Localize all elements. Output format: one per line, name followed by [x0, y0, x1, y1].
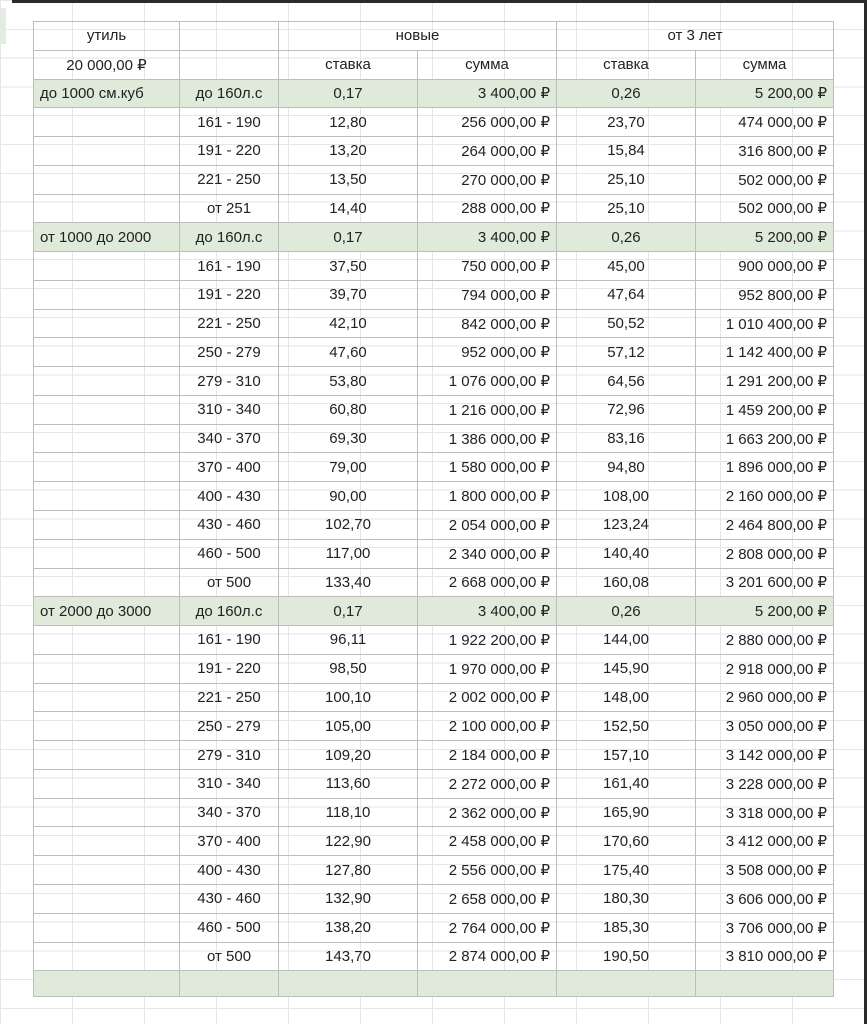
empty-cell[interactable]	[34, 626, 180, 655]
old-rate-cell[interactable]: 152,50	[557, 712, 696, 741]
old-rate-cell[interactable]: 161,40	[557, 769, 696, 798]
new-rate-cell[interactable]: 0,17	[279, 223, 418, 252]
new-rate-cell[interactable]: 113,60	[279, 769, 418, 798]
table-row	[34, 367, 834, 396]
new-sum-cell[interactable]: 842 000,00 ₽	[418, 309, 557, 338]
hp-range-cell[interactable]: 460 - 500	[180, 913, 279, 942]
hp-range-cell[interactable]: 460 - 500	[180, 539, 279, 568]
table-row	[34, 194, 834, 223]
hp-range-cell[interactable]: 221 - 250	[180, 165, 279, 194]
table-row	[34, 884, 834, 913]
empty-cell[interactable]	[34, 367, 180, 396]
footer-row	[34, 971, 834, 997]
empty-cell[interactable]	[34, 654, 180, 683]
old-rate-cell[interactable]: 50,52	[557, 309, 696, 338]
empty-cell[interactable]	[34, 137, 180, 166]
empty-cell[interactable]	[34, 741, 180, 770]
empty-cell[interactable]	[34, 568, 180, 597]
old-sum-cell[interactable]: 1 291 200,00 ₽	[696, 367, 834, 396]
new-rate-cell[interactable]: 133,40	[279, 568, 418, 597]
old-sum-cell[interactable]: 2 160 000,00 ₽	[696, 482, 834, 511]
hp-range-cell[interactable]: 191 - 220	[180, 137, 279, 166]
new-sum-cell[interactable]: 256 000,00 ₽	[418, 108, 557, 137]
old-sum-cell[interactable]: 2 960 000,00 ₽	[696, 683, 834, 712]
new-rate-cell[interactable]: 96,11	[279, 626, 418, 655]
new-sum-cell[interactable]: 2 100 000,00 ₽	[418, 712, 557, 741]
table-row	[34, 453, 834, 482]
new-sum-cell[interactable]: 1 922 200,00 ₽	[418, 626, 557, 655]
old-sum-cell[interactable]: 502 000,00 ₽	[696, 194, 834, 223]
empty-cell[interactable]	[34, 827, 180, 856]
old-rate-cell[interactable]: 108,00	[557, 482, 696, 511]
new-rate-cell[interactable]: 69,30	[279, 424, 418, 453]
empty-cell[interactable]	[180, 971, 279, 997]
empty-cell[interactable]	[34, 683, 180, 712]
old-sum-header[interactable]: сумма	[696, 50, 834, 79]
new-sum-cell[interactable]: 1 800 000,00 ₽	[418, 482, 557, 511]
old-sum-cell[interactable]: 952 800,00 ₽	[696, 280, 834, 309]
old-sum-cell[interactable]: 1 663 200,00 ₽	[696, 424, 834, 453]
old-rate-cell[interactable]: 145,90	[557, 654, 696, 683]
hp-range-cell[interactable]: 161 - 190	[180, 626, 279, 655]
hp-range-cell[interactable]: 221 - 250	[180, 683, 279, 712]
old-rate-cell[interactable]: 0,26	[557, 79, 696, 108]
hp-range-cell[interactable]: 370 - 400	[180, 453, 279, 482]
new-rate-cell[interactable]: 90,00	[279, 482, 418, 511]
selection-edge-marker	[0, 8, 6, 44]
old-rate-cell[interactable]: 165,90	[557, 798, 696, 827]
hp-range-cell[interactable]: 310 - 340	[180, 395, 279, 424]
new-sum-cell[interactable]: 2 764 000,00 ₽	[418, 913, 557, 942]
window-top-edge	[12, 0, 867, 3]
hp-range-cell[interactable]: 250 - 279	[180, 712, 279, 741]
header-row-groups	[34, 22, 834, 51]
old-rate-cell[interactable]: 190,50	[557, 942, 696, 971]
empty-cell[interactable]	[696, 971, 834, 997]
table-row	[34, 856, 834, 885]
old-sum-cell[interactable]: 3 142 000,00 ₽	[696, 741, 834, 770]
empty-cell[interactable]	[34, 539, 180, 568]
new-rate-cell[interactable]: 79,00	[279, 453, 418, 482]
new-rate-cell[interactable]: 98,50	[279, 654, 418, 683]
table-row	[34, 769, 834, 798]
new-rate-cell[interactable]: 100,10	[279, 683, 418, 712]
old-sum-cell[interactable]: 1 896 000,00 ₽	[696, 453, 834, 482]
empty-cell[interactable]	[34, 338, 180, 367]
table-row	[34, 108, 834, 137]
hp-range-cell[interactable]: до 160л.с	[180, 223, 279, 252]
old-rate-cell[interactable]: 25,10	[557, 194, 696, 223]
new-rate-cell[interactable]: 132,90	[279, 884, 418, 913]
new-sum-cell[interactable]: 264 000,00 ₽	[418, 137, 557, 166]
empty-cell[interactable]	[34, 712, 180, 741]
old-sum-cell[interactable]: 2 880 000,00 ₽	[696, 626, 834, 655]
new-sum-cell[interactable]: 2 054 000,00 ₽	[418, 511, 557, 540]
new-rate-cell[interactable]: 13,50	[279, 165, 418, 194]
empty-cell[interactable]	[34, 884, 180, 913]
new-sum-header[interactable]: сумма	[418, 50, 557, 79]
empty-cell[interactable]	[34, 309, 180, 338]
engine-volume-label[interactable]: от 1000 до 2000	[34, 223, 180, 252]
new-sum-cell[interactable]: 794 000,00 ₽	[418, 280, 557, 309]
old-sum-cell[interactable]: 1 142 400,00 ₽	[696, 338, 834, 367]
group-new-header[interactable]: новые	[279, 22, 557, 51]
table-row	[34, 626, 834, 655]
new-sum-cell[interactable]: 2 272 000,00 ₽	[418, 769, 557, 798]
new-rate-cell[interactable]: 105,00	[279, 712, 418, 741]
new-rate-cell[interactable]: 117,00	[279, 539, 418, 568]
hp-range-cell[interactable]: от 500	[180, 568, 279, 597]
old-sum-cell[interactable]: 900 000,00 ₽	[696, 252, 834, 281]
empty-cell[interactable]	[34, 453, 180, 482]
new-sum-cell[interactable]: 2 002 000,00 ₽	[418, 683, 557, 712]
empty-cell[interactable]	[279, 971, 418, 997]
new-sum-cell[interactable]: 1 970 000,00 ₽	[418, 654, 557, 683]
empty-cell[interactable]	[34, 971, 180, 997]
old-rate-cell[interactable]: 175,40	[557, 856, 696, 885]
empty-header-cell[interactable]	[180, 50, 279, 79]
new-rate-cell[interactable]: 102,70	[279, 511, 418, 540]
old-sum-cell[interactable]: 3 508 000,00 ₽	[696, 856, 834, 885]
old-rate-cell[interactable]: 83,16	[557, 424, 696, 453]
old-rate-header[interactable]: ставка	[557, 50, 696, 79]
old-rate-cell[interactable]: 123,24	[557, 511, 696, 540]
old-sum-cell[interactable]: 3 606 000,00 ₽	[696, 884, 834, 913]
hp-range-cell[interactable]: 340 - 370	[180, 798, 279, 827]
new-sum-cell[interactable]: 3 400,00 ₽	[418, 223, 557, 252]
old-sum-cell[interactable]: 316 800,00 ₽	[696, 137, 834, 166]
table-row	[34, 338, 834, 367]
old-rate-cell[interactable]: 15,84	[557, 137, 696, 166]
empty-cell[interactable]	[34, 798, 180, 827]
hp-range-cell[interactable]: 340 - 370	[180, 424, 279, 453]
new-rate-cell[interactable]: 47,60	[279, 338, 418, 367]
hp-range-cell[interactable]: 161 - 190	[180, 108, 279, 137]
old-rate-cell[interactable]: 160,08	[557, 568, 696, 597]
empty-cell[interactable]	[34, 108, 180, 137]
new-rate-cell[interactable]: 53,80	[279, 367, 418, 396]
hp-range-cell[interactable]: от 251	[180, 194, 279, 223]
util-value-cell[interactable]: 20 000,00 ₽	[34, 50, 180, 79]
new-sum-cell[interactable]: 750 000,00 ₽	[418, 252, 557, 281]
hp-range-cell[interactable]: 400 - 430	[180, 482, 279, 511]
table-row	[34, 223, 834, 252]
old-rate-cell[interactable]: 140,40	[557, 539, 696, 568]
old-sum-cell[interactable]: 2 918 000,00 ₽	[696, 654, 834, 683]
table-row	[34, 280, 834, 309]
new-sum-cell[interactable]: 1 580 000,00 ₽	[418, 453, 557, 482]
new-rate-cell[interactable]: 118,10	[279, 798, 418, 827]
new-sum-cell[interactable]: 1 076 000,00 ₽	[418, 367, 557, 396]
old-rate-cell[interactable]: 0,26	[557, 223, 696, 252]
hp-range-cell[interactable]: 161 - 190	[180, 252, 279, 281]
new-sum-cell[interactable]: 288 000,00 ₽	[418, 194, 557, 223]
old-rate-cell[interactable]: 23,70	[557, 108, 696, 137]
old-rate-cell[interactable]: 157,10	[557, 741, 696, 770]
old-sum-cell[interactable]: 3 810 000,00 ₽	[696, 942, 834, 971]
table-row	[34, 798, 834, 827]
new-rate-cell[interactable]: 143,70	[279, 942, 418, 971]
new-rate-cell[interactable]: 42,10	[279, 309, 418, 338]
empty-header-cell[interactable]	[180, 22, 279, 51]
empty-cell[interactable]	[34, 942, 180, 971]
empty-cell[interactable]	[557, 971, 696, 997]
old-sum-cell[interactable]: 3 228 000,00 ₽	[696, 769, 834, 798]
new-sum-cell[interactable]: 2 340 000,00 ₽	[418, 539, 557, 568]
empty-cell[interactable]	[34, 913, 180, 942]
util-label-cell[interactable]: утиль	[34, 22, 180, 51]
table-row	[34, 827, 834, 856]
table-row	[34, 942, 834, 971]
new-rate-cell[interactable]: 0,17	[279, 79, 418, 108]
new-rate-header[interactable]: ставка	[279, 50, 418, 79]
table-row	[34, 424, 834, 453]
empty-cell[interactable]	[34, 194, 180, 223]
old-rate-cell[interactable]: 170,60	[557, 827, 696, 856]
table-row	[34, 511, 834, 540]
old-rate-cell[interactable]: 0,26	[557, 597, 696, 626]
old-sum-cell[interactable]: 3 412 000,00 ₽	[696, 827, 834, 856]
new-sum-cell[interactable]: 270 000,00 ₽	[418, 165, 557, 194]
old-rate-cell[interactable]: 144,00	[557, 626, 696, 655]
hp-range-cell[interactable]: до 160л.с	[180, 79, 279, 108]
engine-volume-label[interactable]: от 2000 до 3000	[34, 597, 180, 626]
old-rate-cell[interactable]: 94,80	[557, 453, 696, 482]
engine-volume-label[interactable]: до 1000 см.куб	[34, 79, 180, 108]
new-sum-cell[interactable]: 2 556 000,00 ₽	[418, 856, 557, 885]
table-row	[34, 913, 834, 942]
old-sum-cell[interactable]: 3 050 000,00 ₽	[696, 712, 834, 741]
new-rate-cell[interactable]: 138,20	[279, 913, 418, 942]
empty-cell[interactable]	[34, 424, 180, 453]
empty-cell[interactable]	[34, 482, 180, 511]
old-rate-cell[interactable]: 148,00	[557, 683, 696, 712]
old-rate-cell[interactable]: 180,30	[557, 884, 696, 913]
table-row	[34, 597, 834, 626]
new-sum-cell[interactable]: 3 400,00 ₽	[418, 597, 557, 626]
old-sum-cell[interactable]: 1 010 400,00 ₽	[696, 309, 834, 338]
new-rate-cell[interactable]: 14,40	[279, 194, 418, 223]
hp-range-cell[interactable]: 250 - 279	[180, 338, 279, 367]
tariff-table-body	[34, 22, 834, 997]
table-row	[34, 539, 834, 568]
new-sum-cell[interactable]: 2 874 000,00 ₽	[418, 942, 557, 971]
new-rate-cell[interactable]: 122,90	[279, 827, 418, 856]
new-sum-cell[interactable]: 1 386 000,00 ₽	[418, 424, 557, 453]
old-sum-cell[interactable]: 5 200,00 ₽	[696, 79, 834, 108]
new-sum-cell[interactable]: 2 668 000,00 ₽	[418, 568, 557, 597]
table-row	[34, 654, 834, 683]
new-rate-cell[interactable]: 0,17	[279, 597, 418, 626]
new-sum-cell[interactable]: 1 216 000,00 ₽	[418, 395, 557, 424]
empty-cell[interactable]	[34, 511, 180, 540]
old-sum-cell[interactable]: 474 000,00 ₽	[696, 108, 834, 137]
table-row	[34, 568, 834, 597]
old-rate-cell[interactable]: 57,12	[557, 338, 696, 367]
new-sum-cell[interactable]: 952 000,00 ₽	[418, 338, 557, 367]
new-rate-cell[interactable]: 127,80	[279, 856, 418, 885]
table-row	[34, 252, 834, 281]
old-rate-cell[interactable]: 45,00	[557, 252, 696, 281]
old-sum-cell[interactable]: 3 201 600,00 ₽	[696, 568, 834, 597]
hp-range-cell[interactable]: 430 - 460	[180, 511, 279, 540]
table-row	[34, 79, 834, 108]
hp-range-cell[interactable]: 221 - 250	[180, 309, 279, 338]
table-row	[34, 683, 834, 712]
old-sum-cell[interactable]: 1 459 200,00 ₽	[696, 395, 834, 424]
old-sum-cell[interactable]: 3 318 000,00 ₽	[696, 798, 834, 827]
hp-range-cell[interactable]: 370 - 400	[180, 827, 279, 856]
tariff-table	[33, 21, 834, 997]
hp-range-cell[interactable]: 310 - 340	[180, 769, 279, 798]
empty-cell[interactable]	[34, 252, 180, 281]
hp-range-cell[interactable]: 430 - 460	[180, 884, 279, 913]
new-sum-cell[interactable]: 2 184 000,00 ₽	[418, 741, 557, 770]
old-sum-cell[interactable]: 2 808 000,00 ₽	[696, 539, 834, 568]
header-row-columns	[34, 50, 834, 79]
empty-cell[interactable]	[418, 971, 557, 997]
old-rate-cell[interactable]: 25,10	[557, 165, 696, 194]
table-row	[34, 712, 834, 741]
table-row	[34, 137, 834, 166]
hp-range-cell[interactable]: от 500	[180, 942, 279, 971]
new-sum-cell[interactable]: 2 458 000,00 ₽	[418, 827, 557, 856]
table-row	[34, 395, 834, 424]
new-rate-cell[interactable]: 13,20	[279, 137, 418, 166]
old-rate-cell[interactable]: 47,64	[557, 280, 696, 309]
old-rate-cell[interactable]: 64,56	[557, 367, 696, 396]
old-rate-cell[interactable]: 185,30	[557, 913, 696, 942]
empty-cell[interactable]	[34, 280, 180, 309]
new-rate-cell[interactable]: 12,80	[279, 108, 418, 137]
new-rate-cell[interactable]: 39,70	[279, 280, 418, 309]
new-sum-cell[interactable]: 2 658 000,00 ₽	[418, 884, 557, 913]
old-sum-cell[interactable]: 5 200,00 ₽	[696, 223, 834, 252]
old-sum-cell[interactable]: 3 706 000,00 ₽	[696, 913, 834, 942]
hp-range-cell[interactable]: 279 - 310	[180, 367, 279, 396]
new-rate-cell[interactable]: 109,20	[279, 741, 418, 770]
empty-cell[interactable]	[34, 165, 180, 194]
table-row	[34, 741, 834, 770]
table-row	[34, 165, 834, 194]
empty-cell[interactable]	[34, 769, 180, 798]
new-sum-cell[interactable]: 3 400,00 ₽	[418, 79, 557, 108]
empty-cell[interactable]	[34, 856, 180, 885]
hp-range-cell[interactable]: 191 - 220	[180, 654, 279, 683]
hp-range-cell[interactable]: до 160л.с	[180, 597, 279, 626]
old-sum-cell[interactable]: 502 000,00 ₽	[696, 165, 834, 194]
table-row	[34, 309, 834, 338]
new-rate-cell[interactable]: 37,50	[279, 252, 418, 281]
old-sum-cell[interactable]: 5 200,00 ₽	[696, 597, 834, 626]
hp-range-cell[interactable]: 191 - 220	[180, 280, 279, 309]
table-row	[34, 482, 834, 511]
group-old-header[interactable]: от 3 лет	[557, 22, 834, 51]
old-sum-cell[interactable]: 2 464 800,00 ₽	[696, 511, 834, 540]
new-sum-cell[interactable]: 2 362 000,00 ₽	[418, 798, 557, 827]
new-rate-cell[interactable]: 60,80	[279, 395, 418, 424]
hp-range-cell[interactable]: 279 - 310	[180, 741, 279, 770]
old-rate-cell[interactable]: 72,96	[557, 395, 696, 424]
empty-cell[interactable]	[34, 395, 180, 424]
hp-range-cell[interactable]: 400 - 430	[180, 856, 279, 885]
